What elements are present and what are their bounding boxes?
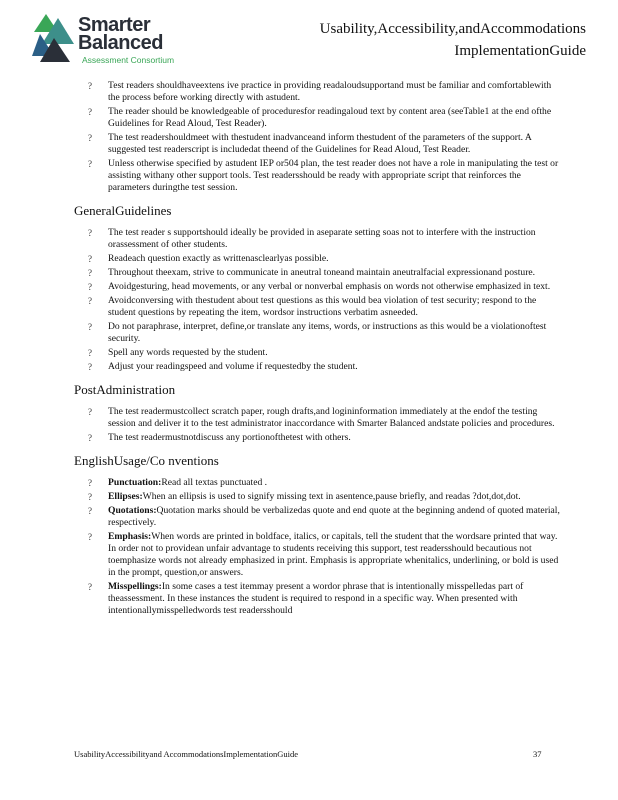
list-item: ? Throughout theexam, strive to communicate in aneutral toneand maintain aneutralfacial expressionand posture. bbox=[88, 267, 536, 278]
section-heading-post-administration: PostAdministration bbox=[74, 382, 176, 397]
term-label: Punctuation: bbox=[108, 477, 162, 488]
bullet-icon: ? bbox=[88, 254, 92, 264]
term-label: Quotations: bbox=[108, 505, 157, 516]
page-content bbox=[74, 80, 562, 619]
bullet-icon: ? bbox=[88, 478, 92, 488]
list-item: ? Unless otherwise specified by astudent IEP or504 plan, the test reader does not have a role in manipulating the test or assisting withany other support tools. Test readersshould be ready with appropriate script that reinforces the parameters duringthe test session. bbox=[88, 158, 559, 193]
section-heading-english-usage: EnglishUsage/Co nventions bbox=[74, 453, 219, 468]
english-usage-list bbox=[74, 477, 562, 617]
bullet-icon: ? bbox=[88, 348, 92, 358]
list-item: ? The reader should be knowledgeable of proceduresfor readingaloud text by content area (seeTable1 at the end ofthe Guidelines for Read Aloud, Test Reader). bbox=[88, 106, 552, 129]
list-item: ? Emphasis:When words are printed in boldface, italics, or capitals, tell the student that the wordsare printed that way. In order not to providean unfair advantage to students receiving this support, test readersshould becautious not toemphasize words not already emphasized in print. Emphasis is appropriate whenitalics, underlining, or bold is used in the prompt, question,or answers. bbox=[88, 531, 559, 578]
list-item: ? Misspellings:In some cases a test itemmay present a wordor phrase that is intentionally misspelledas part of theassessment. In these instances the student is required to respond in a specific way. When presented with intentionallymisspelledwords test readersshould bbox=[88, 581, 524, 616]
list-item: ? Avoidconversing with thestudent about test questions as this would bea violation of test security; respond to the student questions by repeating the item, wordsor instructions verbatim asneeded. bbox=[88, 295, 537, 318]
intro-list bbox=[74, 80, 562, 194]
bullet-icon: ? bbox=[88, 433, 92, 443]
list-item: ? Test readers shouldhaveextens ive practice in providing readaloudsupportand must be familiar and comfortablewith the process before working directly with astudent. bbox=[88, 80, 552, 103]
term-label: Ellipses: bbox=[108, 491, 143, 502]
list-item: ? Do not paraphrase, interpret, define,or translate any items, words, or instructions as this would be a violationoftest security. bbox=[88, 321, 547, 344]
bullet-icon: ? bbox=[88, 492, 92, 502]
list-item: ? The test readershouldmeet with thestudent inadvanceand inform thestudent of the parameters of the support. A suggested test readerscript is includedat theend of the Guidelines for Read Aloud, Test Reader. bbox=[88, 132, 532, 155]
bullet-icon: ? bbox=[88, 81, 92, 91]
post-administration-list bbox=[74, 406, 562, 444]
bullet-icon: ? bbox=[88, 296, 92, 306]
list-item: ? Quotations:Quotation marks should be verbalizedas quote and end quote at the beginning andend of quoted material, respectively. bbox=[88, 505, 560, 528]
list-item: ? Punctuation:Read all textas punctuated . bbox=[88, 477, 268, 488]
general-guidelines-list bbox=[74, 227, 562, 373]
term-label: Emphasis: bbox=[108, 531, 152, 542]
bullet-icon: ? bbox=[88, 322, 92, 332]
footer-page-number: 37 bbox=[533, 749, 542, 759]
bullet-icon: ? bbox=[88, 107, 92, 117]
list-item: ? Ellipses:When an ellipsis is used to signify missing text in asentence,pause briefly, and readas ?dot,dot,dot. bbox=[88, 491, 521, 502]
section-heading-general-guidelines: GeneralGuidelines bbox=[74, 203, 172, 218]
footer-document-name: UsabilityAccessibilityand AccommodationsImplementationGuide bbox=[74, 749, 299, 759]
logo-text-consortium: Assessment Consortium bbox=[82, 55, 175, 65]
logo-mark-icon bbox=[32, 12, 78, 64]
list-item: ? Avoidgesturing, head movements, or any verbal or nonverbal emphasis on words not otherwise emphasized in text. bbox=[88, 281, 551, 292]
bullet-icon: ? bbox=[88, 228, 92, 238]
list-item: ? The test readermustnotdiscuss any portionofthetest with others. bbox=[88, 432, 351, 443]
smarter-balanced-logo bbox=[32, 12, 192, 68]
term-label: Misspellings: bbox=[108, 581, 162, 592]
document-title-line1: Usability,Accessibility,andAccommodations bbox=[319, 21, 586, 37]
bullet-icon: ? bbox=[88, 268, 92, 278]
list-item: ? Adjust your readingspeed and volume if requestedby the student. bbox=[88, 361, 358, 372]
bullet-icon: ? bbox=[88, 362, 92, 372]
list-item: ? The test reader s supportshould ideally be provided in aseparate setting soas not to interfere with the instruction orassessment of other students. bbox=[88, 227, 536, 250]
bullet-icon: ? bbox=[88, 532, 92, 542]
list-item: ? Spell any words requested by the student. bbox=[88, 347, 268, 358]
bullet-icon: ? bbox=[88, 159, 92, 169]
bullet-icon: ? bbox=[88, 506, 92, 516]
list-item: ? Readeach question exactly as writtenasclearlyas possible. bbox=[88, 253, 329, 264]
logo-text-balanced: Balanced bbox=[78, 32, 163, 54]
bullet-icon: ? bbox=[88, 282, 92, 292]
logo-text-smarter: Smarter bbox=[78, 14, 151, 36]
bullet-icon: ? bbox=[88, 407, 92, 417]
bullet-icon: ? bbox=[88, 582, 92, 592]
document-title-line2: ImplementationGuide bbox=[454, 43, 586, 59]
bullet-icon: ? bbox=[88, 133, 92, 143]
document-title bbox=[320, 18, 586, 62]
list-item: ? The test readermustcollect scratch paper, rough drafts,and logininformation immediately at the endof the testing session and deliver it to the test administrator inaccordance with Smarter Balanced andstate policies and procedures. bbox=[88, 406, 555, 429]
